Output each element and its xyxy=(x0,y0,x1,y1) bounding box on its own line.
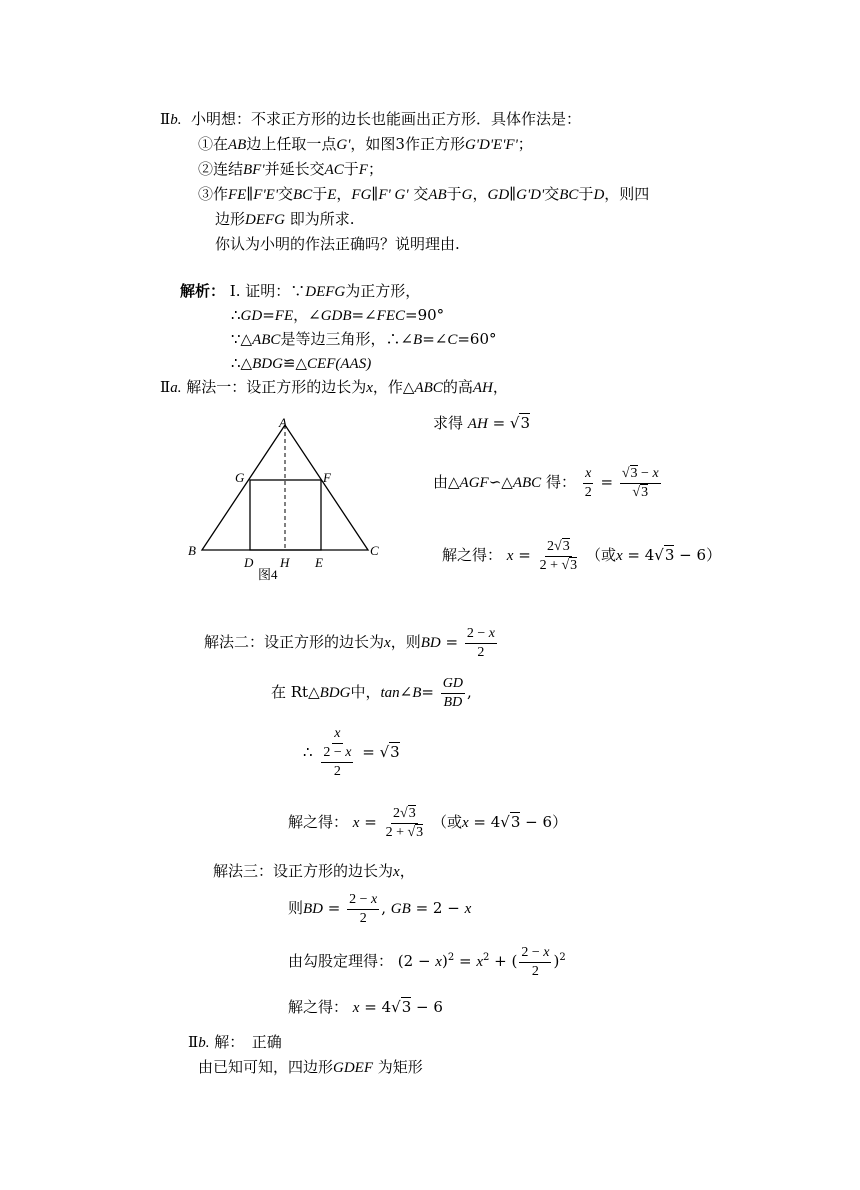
label-F: F xyxy=(323,470,331,485)
method1-heading: Ⅱa. 解法一：设正方形的边长为x，作△ABC的高AH， xyxy=(160,378,508,396)
method1-ah: 求得 AH = √3 xyxy=(433,414,531,432)
step-1: ①在AB边上任取一点G'，如图3作正方形G'D'E'F'； xyxy=(198,135,533,153)
analysis-proof-head: 解析： Ⅰ. 证明：∵DEFG为正方形， xyxy=(180,282,421,300)
step-2: ②连结BF'并延长交AC于F； xyxy=(198,160,383,178)
label-D: D xyxy=(244,555,254,570)
answer-iib-heading: Ⅱb. 解： 正确 xyxy=(188,1033,282,1051)
label-A: A xyxy=(279,415,287,430)
method1-similar: 由△AGF∽△ABC 得： $\frac{x}{2}$ = $\frac{√3 - x}{√3}$ xyxy=(433,465,659,500)
label-E: E xyxy=(315,555,323,570)
method3-heading: 解法三：设正方形的边长为x， xyxy=(213,862,415,880)
method2-tan: 在 Rt△BDG中，tan∠B= $\frac{GD}{BD}$ , xyxy=(271,675,472,710)
label-H: H xyxy=(280,555,290,570)
figure-4 xyxy=(180,410,400,585)
label-B: B xyxy=(188,543,196,558)
figure-caption: 图4 xyxy=(258,567,278,582)
method2-solution: 解之得： x = $\frac{2√3}{2 + √3}$ （或x = 4√3 − 6） xyxy=(288,805,568,840)
label-G: G xyxy=(235,470,245,485)
step-3: ③作FE∥F'E'交BC于E，FG∥F' G' 交AB于G，GD∥G'D'交BC于D，则四 xyxy=(198,185,650,203)
method3-solution: 解之得： x = 4√3 − 6 xyxy=(288,998,443,1016)
method1-solution: 解之得： x = $\frac{2√3}{2 + √3}$ （或x = 4√3 − 6） xyxy=(442,538,722,573)
analysis-line-3: ∴△BDG≌△CEF(AAS) xyxy=(231,354,372,372)
analysis-line-2: ∵△ABC是等边三角形，∴∠B=∠C=60° xyxy=(231,330,497,348)
analysis-line-1: ∴GD=FE，∠GDB=∠FEC=90° xyxy=(231,306,445,324)
method2-therefore: ∴ $\frac{x}{\frac{2 - x}{2}}$ = √3 xyxy=(303,726,400,779)
method2-heading: 解法二：设正方形的边长为x，则BD = $\frac{2 - x}{2}$ xyxy=(204,625,495,660)
method3-pythagoras: 由勾股定理得： $(2 - x)^2 = x^2$ + ( $\frac{2 - x}{2}$ )$^2$ xyxy=(288,944,566,979)
answer-iib-reason: 由已知可知，四边形GDEF 为矩形 xyxy=(198,1058,423,1076)
question-iib-heading: Ⅱb. 小明想：不求正方形的边长也能画出正方形．具体作法是： xyxy=(160,110,582,128)
method3-then: 则BD = $\frac{2 - x}{2}$ , GB = 2 − x xyxy=(288,891,472,926)
label-C: C xyxy=(370,543,379,558)
question-ask: 你认为小明的作法正确吗？说明理由. xyxy=(215,235,460,253)
step-3-line2: 边形DEFG 即为所求. xyxy=(215,210,355,228)
